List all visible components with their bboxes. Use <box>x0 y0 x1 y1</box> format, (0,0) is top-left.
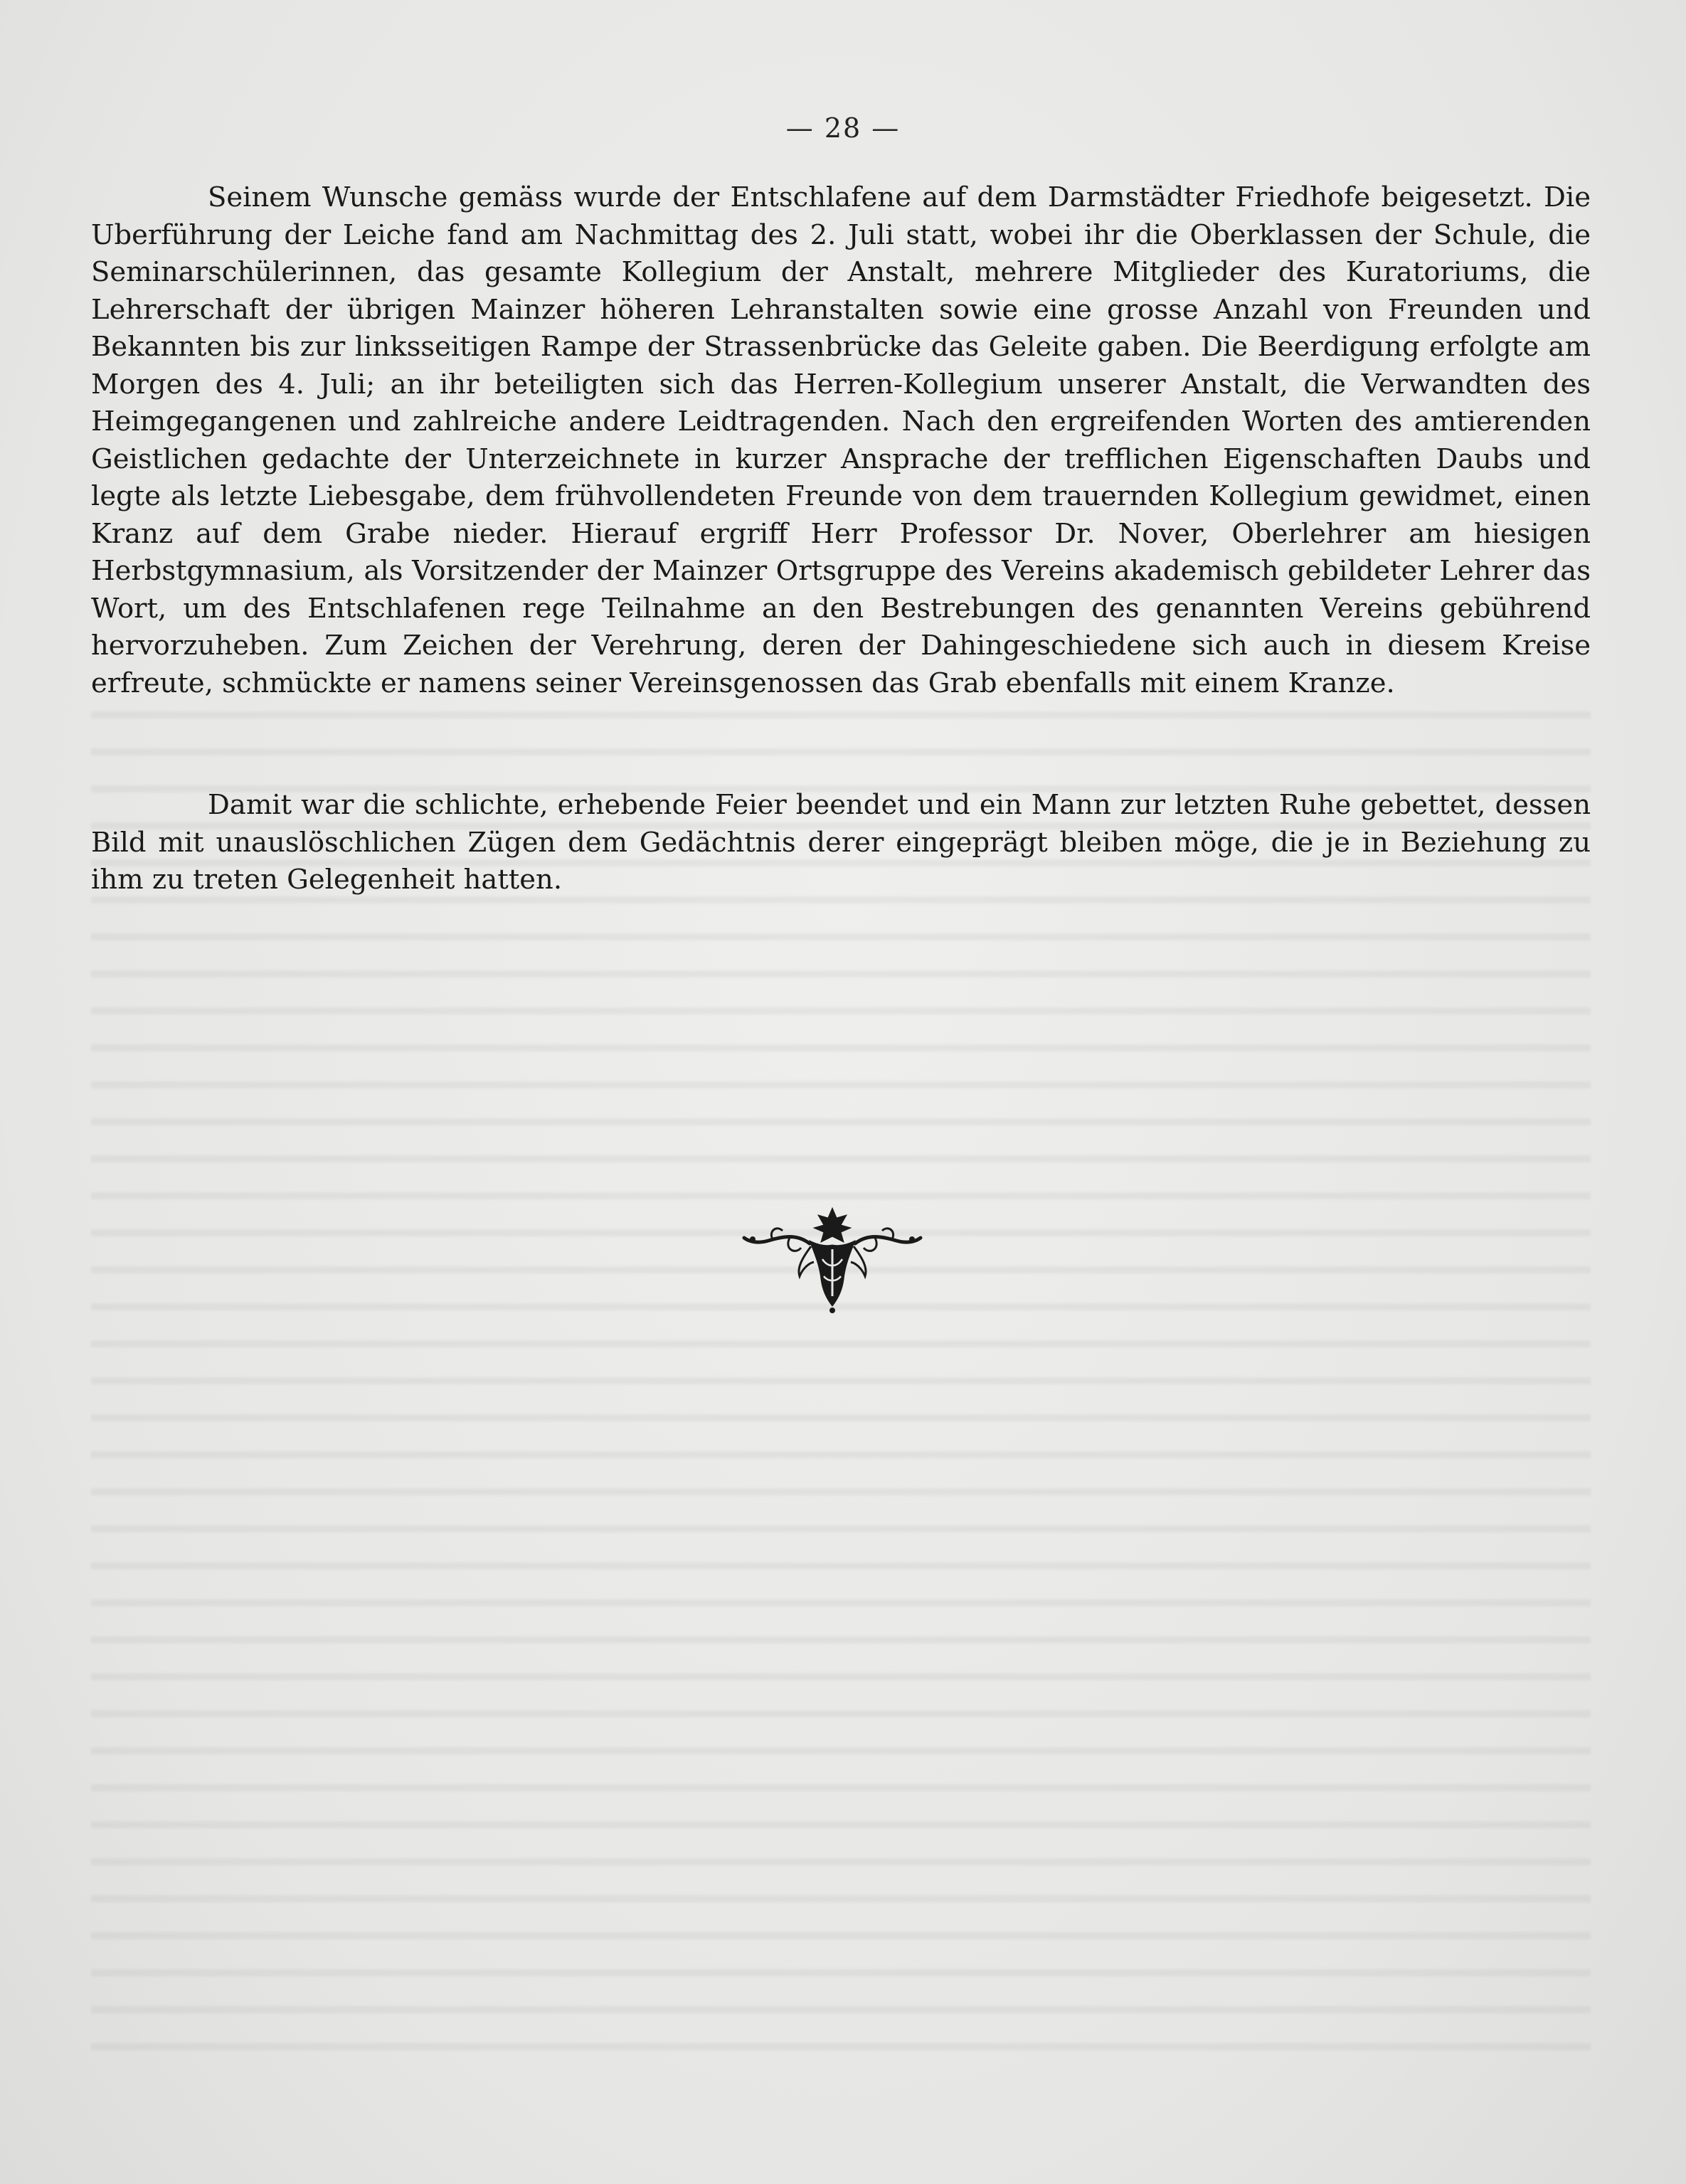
page-number: — 28 — <box>785 112 901 144</box>
paragraph-closing <box>91 787 1591 899</box>
paragraph-text: Seinem Wunsche gemäss wurde der Entschlafene auf dem Darmstädter Friedhofe beigesetzt. Die Uberführung der Leiche fand am Nachmittag des 2. Juli statt, wobei ihr die Oberklassen der Schule, die Seminarschülerinnen, das gesamte Kollegium der Anstalt, mehrere Mitglieder des Kuratoriums, die Lehrerschaft der übrigen Mainzer höheren Lehranstalten sowie eine grosse Anzahl von Freunden und Bekannten bis zur linksseitigen Rampe der Strassenbrücke das Geleite gaben. Die Beerdigung erfolgte am Morgen des 4. Juli; an ihr beteiligten sich das Herren-Kollegium unserer Anstalt, die Verwandten des Heimgegangenen und zahlreiche andere Leidtragenden. Nach den ergreifenden Worten des amtierenden Geistlichen gedachte der Unterzeichnete in kurzer Ansprache der trefflichen Eigenschaften Daubs und legte als letzte Liebesgabe, dem frühvollendeten Freunde von dem trauernden Kollegium gewidmet, einen Kranz auf dem Grabe nieder. Hierauf ergriff Herr Professor Dr. Nover, Oberlehrer am hiesigen Herbstgymnasium, als Vorsitzender der Mainzer Ortsgruppe des Vereins akademisch gebildeter Lehrer das Wort, um des Entschlafenen rege Teilnahme an den Bestrebungen des genannten Vereins gebührend hervorzuheben. Zum Zeichen der Verehrung, deren der Dahingeschiedene sich auch in diesem Kreise erfreute, schmückte er namens seiner Vereinsgenossen das Grab ebenfalls mit einem Kranze. <box>91 181 1591 699</box>
floral-vignette-icon <box>740 1202 925 1316</box>
paragraph-text: Damit war die schlichte, erhebende Feier beendet und ein Mann zur letzten Ruhe gebettet, dessen Bild mit unauslöschlichen Zügen dem Gedächtnis derer eingeprägt bleiben möge, die je in Beziehung zu ihm zu treten Gelegenheit hatten. <box>91 789 1591 896</box>
reverse-side-bleed-through <box>91 697 1591 2077</box>
paragraph-burial <box>91 179 1591 702</box>
